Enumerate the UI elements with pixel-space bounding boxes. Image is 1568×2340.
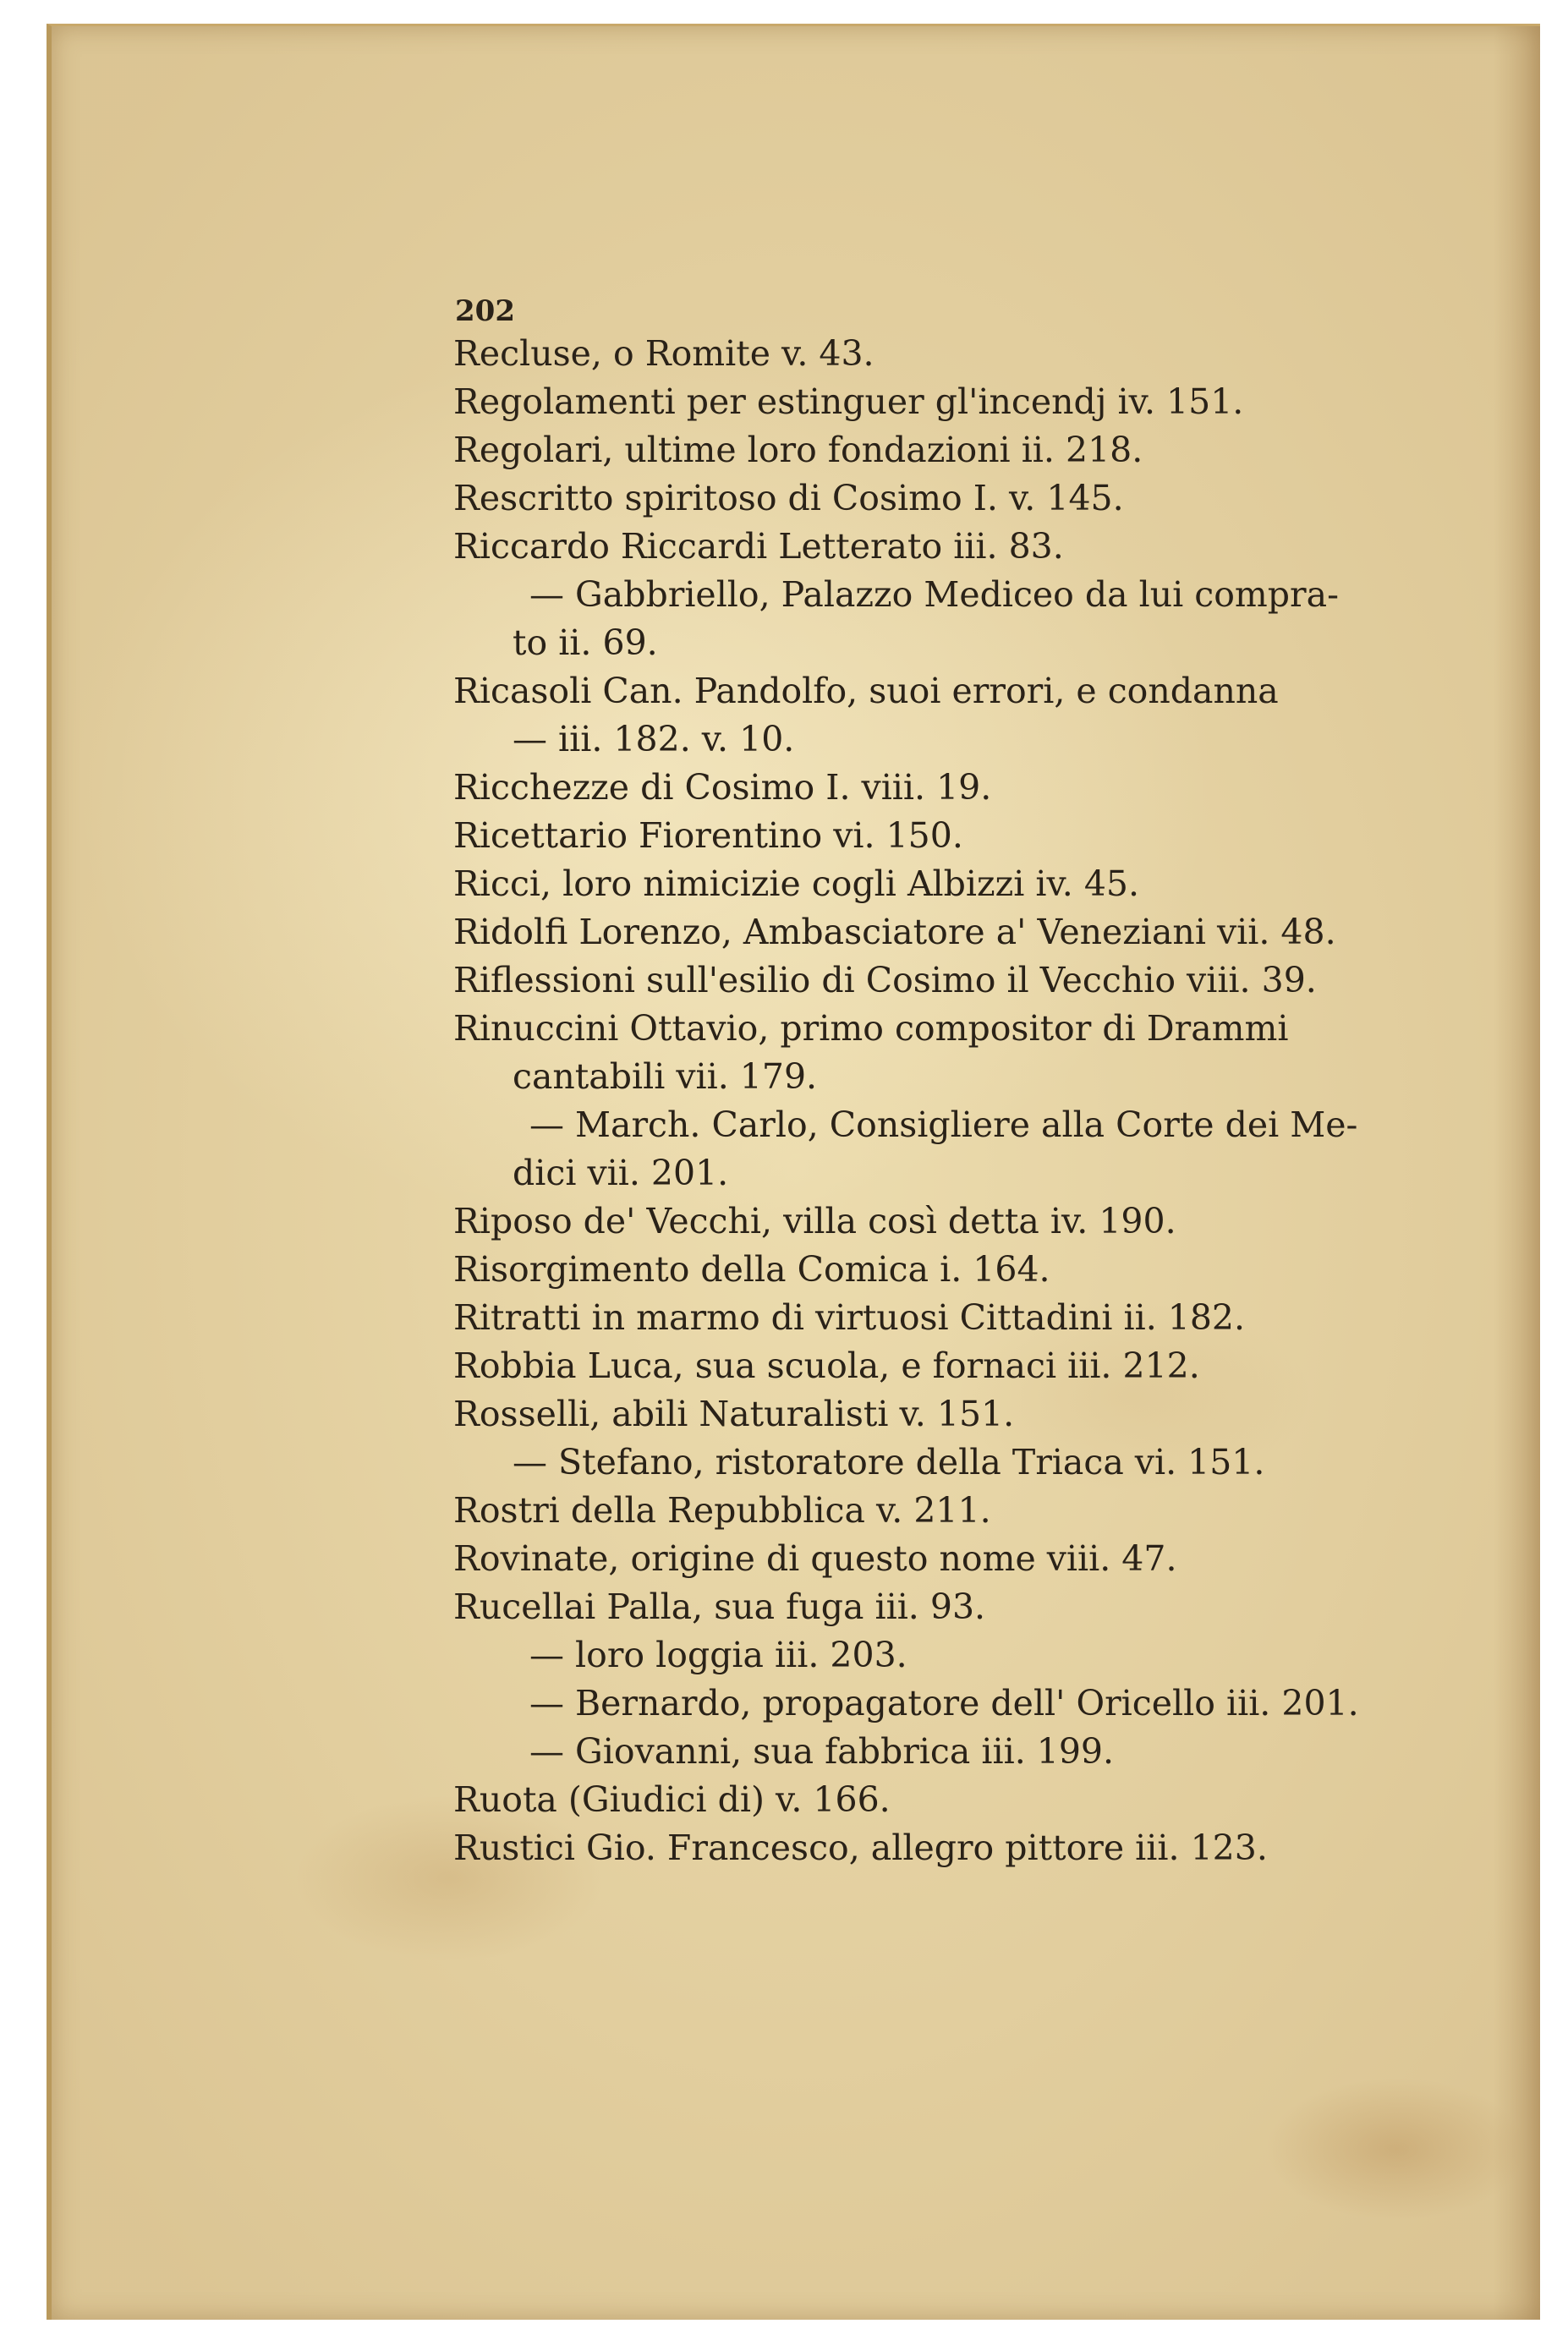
index-entry: Rustici Gio. Francesco, allegro pittore iii. 123.	[453, 1828, 1268, 1868]
index-subentry: — iii. 182. v. 10.	[513, 719, 795, 759]
index-entry: Riccardo Riccardi Letterato iii. 83.	[453, 526, 1064, 567]
index-entry: Rucellai Palla, sua fuga iii. 93.	[453, 1586, 986, 1627]
index-entry: Rinuccini Ottavio, primo compositor di Drammi	[453, 1008, 1289, 1049]
page-number: 202	[455, 294, 515, 328]
index-entry: Robbia Luca, sua scuola, e fornaci iii. 212.	[453, 1345, 1200, 1386]
index-entry: Ruota (Giudici di) v. 166.	[453, 1779, 891, 1820]
index-entry: Risorgimento della Comica i. 164.	[453, 1249, 1050, 1290]
index-subentry: — March. Carlo, Consigliere alla Corte dei Me-	[529, 1104, 1358, 1145]
index-entry-continuation: to ii. 69.	[513, 622, 658, 663]
index-entry: Ricci, loro nimicizie cogli Albizzi iv. 45.	[453, 863, 1140, 904]
index-subentry: — Bernardo, propagatore dell' Oricello iii. 201.	[529, 1683, 1359, 1723]
index-entry: Rovinate, origine di questo nome viii. 47.	[453, 1538, 1177, 1579]
index-entry: Regolamenti per estinguer gl'incendj iv. 151.	[453, 381, 1244, 422]
index-entry: Ridolfi Lorenzo, Ambasciatore a' Veneziani vii. 48.	[453, 912, 1336, 952]
index-entry: Rosselli, abili Naturalisti v. 151.	[453, 1394, 1015, 1434]
index-subentry: — loro loggia iii. 203.	[529, 1635, 907, 1675]
index-entry: Ritratti in marmo di virtuosi Cittadini ii. 182.	[453, 1297, 1246, 1338]
book-page	[47, 24, 1540, 2320]
index-subentry: — Giovanni, sua fabbrica iii. 199.	[529, 1731, 1115, 1772]
index-subentry: — Gabbriello, Palazzo Mediceo da lui compra-	[529, 574, 1339, 615]
index-entry: Rescritto spiritoso di Cosimo I. v. 145.	[453, 478, 1124, 518]
index-entry: Ricettario Fiorentino vi. 150.	[453, 815, 963, 856]
index-text-block	[453, 293, 1401, 1872]
index-entry: Rostri della Repubblica v. 211.	[453, 1490, 991, 1531]
index-entry-continuation: dici vii. 201.	[513, 1153, 729, 1193]
index-entry: Recluse, o Romite v. 43.	[453, 333, 874, 374]
index-subentry: — Stefano, ristoratore della Triaca vi. 151.	[513, 1442, 1265, 1482]
index-entry-continuation: cantabili vii. 179.	[513, 1056, 818, 1097]
index-entry: Riposo de' Vecchi, villa così detta iv. 190.	[453, 1201, 1176, 1241]
index-entry: Ricchezze di Cosimo I. viii. 19.	[453, 767, 992, 808]
index-entry: Riflessioni sull'esilio di Cosimo il Vecchio viii. 39.	[453, 960, 1317, 1000]
index-entry: Ricasoli Can. Pandolfo, suoi errori, e condanna	[453, 671, 1279, 711]
index-entry: Regolari, ultime loro fondazioni ii. 218.	[453, 430, 1143, 470]
